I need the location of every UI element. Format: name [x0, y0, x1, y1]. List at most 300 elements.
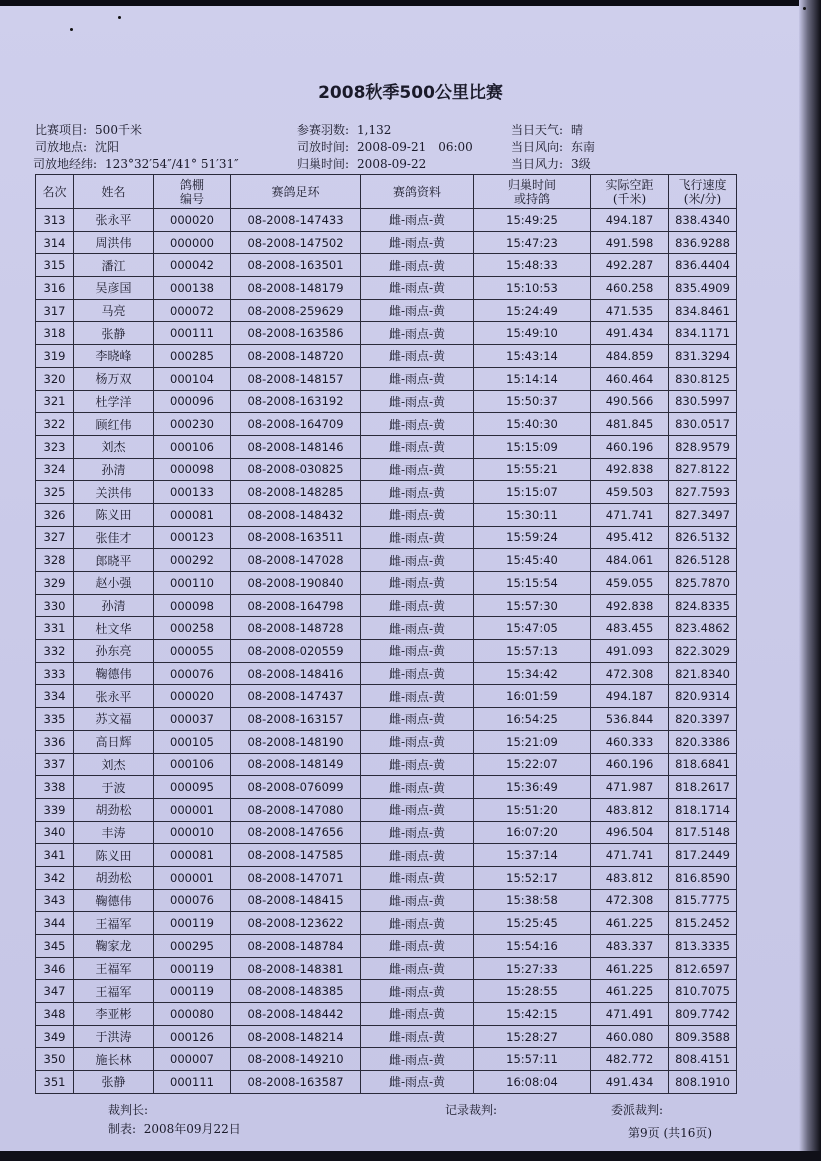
- info-coord-label: 司放地经纬:: [33, 157, 98, 171]
- cell-arrival: 15:50:37: [474, 390, 591, 413]
- cell-rank: 344: [36, 912, 74, 935]
- cell-arrival: 15:38:58: [474, 889, 591, 912]
- cell-speed: 830.0517: [669, 413, 737, 436]
- cell-name: 高日辉: [74, 730, 154, 753]
- cell-name: 杜学洋: [74, 390, 154, 413]
- cell-distance: 491.598: [591, 231, 669, 254]
- info-release-label: 司放时间:: [297, 140, 350, 154]
- results-table: [35, 174, 737, 1094]
- cell-rank: 340: [36, 821, 74, 844]
- cell-arrival: 16:01:59: [474, 685, 591, 708]
- cell-ring: 08-2008-148416: [231, 662, 361, 685]
- cell-name: 马亮: [74, 299, 154, 322]
- cell-ring: 08-2008-149210: [231, 1048, 361, 1071]
- recorder-label: 记录裁判:: [445, 1103, 498, 1117]
- cell-ring: 08-2008-163192: [231, 390, 361, 413]
- cell-name: 王福军: [74, 957, 154, 980]
- cell-ring: 08-2008-148285: [231, 481, 361, 504]
- cell-rank: 342: [36, 866, 74, 889]
- cell-loft-id: 000119: [154, 912, 231, 935]
- cell-loft-id: 000126: [154, 1025, 231, 1048]
- cell-speed: 835.4909: [669, 277, 737, 300]
- cell-bird-info: 雌-雨点-黄: [361, 980, 474, 1003]
- cell-ring: 08-2008-163586: [231, 322, 361, 345]
- info-coord-value: 123°32′54″/41° 51′31″: [105, 157, 239, 171]
- cell-rank: 346: [36, 957, 74, 980]
- table-row: [36, 753, 737, 776]
- cell-name: 孙东亮: [74, 640, 154, 663]
- cell-name: 刘杰: [74, 753, 154, 776]
- cell-distance: 495.412: [591, 526, 669, 549]
- cell-bird-info: 雌-雨点-黄: [361, 209, 474, 232]
- cell-arrival: 15:57:11: [474, 1048, 591, 1071]
- cell-bird-info: 雌-雨点-黄: [361, 1048, 474, 1071]
- table-row: [36, 912, 737, 935]
- cell-distance: 460.464: [591, 367, 669, 390]
- cell-distance: 484.859: [591, 345, 669, 368]
- cell-arrival: 16:07:20: [474, 821, 591, 844]
- cell-speed: 823.4862: [669, 617, 737, 640]
- cell-loft-id: 000119: [154, 957, 231, 980]
- delegate-label: 委派裁判:: [611, 1103, 664, 1117]
- info-place: [35, 138, 119, 155]
- cell-rank: 336: [36, 730, 74, 753]
- cell-distance: 491.434: [591, 1071, 669, 1094]
- cell-speed: 828.9579: [669, 435, 737, 458]
- cell-distance: 492.838: [591, 594, 669, 617]
- info-wind-force-label: 当日风力:: [511, 157, 564, 171]
- cell-bird-info: 雌-雨点-黄: [361, 640, 474, 663]
- cell-speed: 831.3294: [669, 345, 737, 368]
- cell-bird-info: 雌-雨点-黄: [361, 254, 474, 277]
- scan-edge-top: [0, 0, 821, 6]
- cell-bird-info: 雌-雨点-黄: [361, 231, 474, 254]
- cell-arrival: 15:49:25: [474, 209, 591, 232]
- cell-arrival: 15:43:14: [474, 345, 591, 368]
- cell-loft-id: 000133: [154, 481, 231, 504]
- table-row: [36, 503, 737, 526]
- column-header-speed: 飞行速度 (米/分): [669, 175, 737, 209]
- table-row: [36, 254, 737, 277]
- cell-rank: 337: [36, 753, 74, 776]
- cell-rank: 315: [36, 254, 74, 277]
- cell-distance: 492.287: [591, 254, 669, 277]
- cell-distance: 461.225: [591, 912, 669, 935]
- cell-arrival: 15:55:21: [474, 458, 591, 481]
- cell-speed: 815.2452: [669, 912, 737, 935]
- table-row: [36, 435, 737, 458]
- cell-rank: 324: [36, 458, 74, 481]
- cell-ring: 08-2008-147437: [231, 685, 361, 708]
- cell-loft-id: 000055: [154, 640, 231, 663]
- cell-speed: 820.3386: [669, 730, 737, 753]
- table-row: [36, 957, 737, 980]
- cell-bird-info: 雌-雨点-黄: [361, 390, 474, 413]
- cell-name: 鞠德伟: [74, 889, 154, 912]
- cell-name: 胡劲松: [74, 798, 154, 821]
- cell-rank: 333: [36, 662, 74, 685]
- cell-loft-id: 000104: [154, 367, 231, 390]
- cell-bird-info: 雌-雨点-黄: [361, 526, 474, 549]
- cell-arrival: 15:45:40: [474, 549, 591, 572]
- cell-bird-info: 雌-雨点-黄: [361, 299, 474, 322]
- cell-name: 于洪涛: [74, 1025, 154, 1048]
- cell-loft-id: 000105: [154, 730, 231, 753]
- cell-bird-info: 雌-雨点-黄: [361, 322, 474, 345]
- cell-bird-info: 雌-雨点-黄: [361, 1003, 474, 1026]
- cell-arrival: 15:30:11: [474, 503, 591, 526]
- table-row: [36, 685, 737, 708]
- cell-rank: 334: [36, 685, 74, 708]
- info-wind-dir: [511, 138, 595, 155]
- cell-distance: 461.225: [591, 980, 669, 1003]
- cell-rank: 349: [36, 1025, 74, 1048]
- cell-arrival: 15:24:49: [474, 299, 591, 322]
- info-weather-label: 当日天气:: [511, 123, 564, 137]
- cell-name: 胡劲松: [74, 866, 154, 889]
- cell-rank: 320: [36, 367, 74, 390]
- cell-ring: 08-2008-163501: [231, 254, 361, 277]
- info-place-value: 沈阳: [95, 140, 120, 154]
- cell-speed: 812.6597: [669, 957, 737, 980]
- table-row: [36, 322, 737, 345]
- cell-name: 张永平: [74, 209, 154, 232]
- table-row: [36, 935, 737, 958]
- cell-name: 张佳才: [74, 526, 154, 549]
- cell-ring: 08-2008-148442: [231, 1003, 361, 1026]
- table-row: [36, 866, 737, 889]
- cell-speed: 813.3335: [669, 935, 737, 958]
- table-row: [36, 299, 737, 322]
- cell-bird-info: 雌-雨点-黄: [361, 1071, 474, 1094]
- cell-arrival: 15:48:33: [474, 254, 591, 277]
- cell-loft-id: 000020: [154, 685, 231, 708]
- cell-rank: 322: [36, 413, 74, 436]
- page-title: 2008秋季500公里比赛: [318, 83, 503, 103]
- cell-loft-id: 000111: [154, 322, 231, 345]
- cell-distance: 494.187: [591, 685, 669, 708]
- cell-speed: 816.8590: [669, 866, 737, 889]
- table-row: [36, 617, 737, 640]
- cell-name: 顾红伟: [74, 413, 154, 436]
- cell-ring: 08-2008-148179: [231, 277, 361, 300]
- info-count: [297, 121, 391, 138]
- cell-speed: 808.4151: [669, 1048, 737, 1071]
- cell-name: 孙清: [74, 594, 154, 617]
- cell-distance: 471.741: [591, 503, 669, 526]
- cell-loft-id: 000042: [154, 254, 231, 277]
- cell-arrival: 15:47:05: [474, 617, 591, 640]
- cell-loft-id: 000037: [154, 708, 231, 731]
- cell-bird-info: 雌-雨点-黄: [361, 503, 474, 526]
- cell-rank: 343: [36, 889, 74, 912]
- cell-arrival: 15:36:49: [474, 776, 591, 799]
- cell-speed: 826.5128: [669, 549, 737, 572]
- cell-name: 于波: [74, 776, 154, 799]
- info-project-label: 比赛项目:: [35, 123, 88, 137]
- cell-rank: 331: [36, 617, 74, 640]
- cell-name: 张静: [74, 1071, 154, 1094]
- cell-ring: 08-2008-259629: [231, 299, 361, 322]
- cell-name: 杨万双: [74, 367, 154, 390]
- table-row: [36, 1025, 737, 1048]
- cell-name: 刘杰: [74, 435, 154, 458]
- scan-speck: [70, 28, 73, 31]
- cell-distance: 471.491: [591, 1003, 669, 1026]
- cell-name: 孙清: [74, 458, 154, 481]
- cell-name: 鞠德伟: [74, 662, 154, 685]
- cell-loft-id: 000001: [154, 798, 231, 821]
- column-header-bird-info: 赛鸽资料: [361, 175, 474, 209]
- cell-name: 郎晓平: [74, 549, 154, 572]
- cell-rank: 345: [36, 935, 74, 958]
- cell-arrival: 15:10:53: [474, 277, 591, 300]
- cell-loft-id: 000123: [154, 526, 231, 549]
- cell-speed: 834.8461: [669, 299, 737, 322]
- cell-loft-id: 000106: [154, 753, 231, 776]
- cell-bird-info: 雌-雨点-黄: [361, 413, 474, 436]
- cell-ring: 08-2008-148728: [231, 617, 361, 640]
- info-project: [35, 121, 142, 138]
- cell-distance: 483.337: [591, 935, 669, 958]
- cell-loft-id: 000096: [154, 390, 231, 413]
- cell-rank: 329: [36, 572, 74, 595]
- info-wind-force-value: 3级: [571, 157, 591, 171]
- cell-name: 张静: [74, 322, 154, 345]
- cell-speed: 830.8125: [669, 367, 737, 390]
- cell-loft-id: 000076: [154, 889, 231, 912]
- cell-rank: 317: [36, 299, 74, 322]
- table-row: [36, 594, 737, 617]
- cell-bird-info: 雌-雨点-黄: [361, 844, 474, 867]
- cell-speed: 827.7593: [669, 481, 737, 504]
- cell-arrival: 15:14:14: [474, 367, 591, 390]
- cell-arrival: 15:27:33: [474, 957, 591, 980]
- cell-distance: 492.838: [591, 458, 669, 481]
- cell-ring: 08-2008-147080: [231, 798, 361, 821]
- cell-arrival: 15:42:15: [474, 1003, 591, 1026]
- cell-name: 鞠家龙: [74, 935, 154, 958]
- cell-distance: 483.812: [591, 798, 669, 821]
- cell-ring: 08-2008-164798: [231, 594, 361, 617]
- cell-loft-id: 000295: [154, 935, 231, 958]
- cell-arrival: 15:57:13: [474, 640, 591, 663]
- cell-speed: 836.9288: [669, 231, 737, 254]
- cell-speed: 817.5148: [669, 821, 737, 844]
- cell-loft-id: 000111: [154, 1071, 231, 1094]
- cell-bird-info: 雌-雨点-黄: [361, 685, 474, 708]
- cell-arrival: 15:15:09: [474, 435, 591, 458]
- cell-arrival: 15:21:09: [474, 730, 591, 753]
- scan-edge-bottom: [0, 1151, 821, 1161]
- scan-speck: [118, 16, 121, 19]
- cell-name: 王福军: [74, 912, 154, 935]
- table-row: [36, 526, 737, 549]
- cell-loft-id: 000119: [154, 980, 231, 1003]
- info-return-value: 2008-09-22: [357, 157, 427, 171]
- made-date: 2008年09月22日: [143, 1122, 241, 1136]
- cell-distance: 490.566: [591, 390, 669, 413]
- column-header-ring: 赛鸽足环: [231, 175, 361, 209]
- cell-name: 周洪伟: [74, 231, 154, 254]
- cell-speed: 838.4340: [669, 209, 737, 232]
- info-return: [297, 155, 426, 172]
- cell-ring: 08-2008-147656: [231, 821, 361, 844]
- cell-arrival: 15:37:14: [474, 844, 591, 867]
- table-row: [36, 730, 737, 753]
- cell-bird-info: 雌-雨点-黄: [361, 866, 474, 889]
- cell-rank: 339: [36, 798, 74, 821]
- cell-name: 赵小强: [74, 572, 154, 595]
- cell-speed: 836.4404: [669, 254, 737, 277]
- cell-rank: 325: [36, 481, 74, 504]
- cell-distance: 471.987: [591, 776, 669, 799]
- cell-rank: 351: [36, 1071, 74, 1094]
- cell-ring: 08-2008-148157: [231, 367, 361, 390]
- cell-rank: 323: [36, 435, 74, 458]
- table-row: [36, 798, 737, 821]
- page-number: 第9页 (共16页): [628, 1126, 713, 1140]
- cell-name: 陈义田: [74, 503, 154, 526]
- cell-distance: 472.308: [591, 889, 669, 912]
- cell-ring: 08-2008-148385: [231, 980, 361, 1003]
- table-row: [36, 367, 737, 390]
- cell-speed: 824.8335: [669, 594, 737, 617]
- cell-speed: 820.9314: [669, 685, 737, 708]
- cell-name: 王福军: [74, 980, 154, 1003]
- cell-ring: 08-2008-076099: [231, 776, 361, 799]
- cell-bird-info: 雌-雨点-黄: [361, 889, 474, 912]
- table-row: [36, 662, 737, 685]
- table-row: [36, 572, 737, 595]
- cell-speed: 818.1714: [669, 798, 737, 821]
- cell-speed: 827.3497: [669, 503, 737, 526]
- cell-ring: 08-2008-148214: [231, 1025, 361, 1048]
- cell-loft-id: 000230: [154, 413, 231, 436]
- cell-bird-info: 雌-雨点-黄: [361, 549, 474, 572]
- cell-rank: 326: [36, 503, 74, 526]
- cell-bird-info: 雌-雨点-黄: [361, 435, 474, 458]
- info-coord: [33, 155, 239, 172]
- cell-loft-id: 000010: [154, 821, 231, 844]
- cell-bird-info: 雌-雨点-黄: [361, 458, 474, 481]
- cell-ring: 08-2008-148432: [231, 503, 361, 526]
- cell-rank: 348: [36, 1003, 74, 1026]
- cell-bird-info: 雌-雨点-黄: [361, 1025, 474, 1048]
- table-row: [36, 889, 737, 912]
- table-row: [36, 640, 737, 663]
- cell-name: 李晓峰: [74, 345, 154, 368]
- cell-speed: 827.8122: [669, 458, 737, 481]
- cell-bird-info: 雌-雨点-黄: [361, 821, 474, 844]
- info-project-value: 500千米: [95, 123, 142, 137]
- cell-distance: 472.308: [591, 662, 669, 685]
- info-release-value: 2008-09-21 06:00: [357, 140, 473, 154]
- cell-ring: 08-2008-148146: [231, 435, 361, 458]
- cell-ring: 08-2008-148720: [231, 345, 361, 368]
- cell-ring: 08-2008-147433: [231, 209, 361, 232]
- cell-bird-info: 雌-雨点-黄: [361, 617, 474, 640]
- cell-ring: 08-2008-147071: [231, 866, 361, 889]
- cell-rank: 328: [36, 549, 74, 572]
- cell-ring: 08-2008-190840: [231, 572, 361, 595]
- cell-distance: 461.225: [591, 957, 669, 980]
- cell-arrival: 15:25:45: [474, 912, 591, 935]
- column-header-rank: 名次: [36, 175, 74, 209]
- cell-loft-id: 000138: [154, 277, 231, 300]
- scan-speck: [803, 7, 806, 10]
- cell-speed: 821.8340: [669, 662, 737, 685]
- info-count-value: 1,132: [357, 123, 392, 137]
- cell-ring: 08-2008-163587: [231, 1071, 361, 1094]
- cell-arrival: 15:51:20: [474, 798, 591, 821]
- column-header-arrival: 归巢时间 或持鸽: [474, 175, 591, 209]
- table-row: [36, 821, 737, 844]
- table-row: [36, 277, 737, 300]
- scan-edge-right: [799, 0, 821, 1161]
- cell-name: 吴彦国: [74, 277, 154, 300]
- cell-name: 施长林: [74, 1048, 154, 1071]
- cell-rank: 338: [36, 776, 74, 799]
- table-row: [36, 549, 737, 572]
- cell-distance: 460.258: [591, 277, 669, 300]
- cell-distance: 460.196: [591, 435, 669, 458]
- cell-arrival: 15:40:30: [474, 413, 591, 436]
- cell-speed: 822.3029: [669, 640, 737, 663]
- cell-loft-id: 000095: [154, 776, 231, 799]
- cell-rank: 330: [36, 594, 74, 617]
- cell-rank: 341: [36, 844, 74, 867]
- cell-ring: 08-2008-164709: [231, 413, 361, 436]
- cell-bird-info: 雌-雨点-黄: [361, 935, 474, 958]
- cell-bird-info: 雌-雨点-黄: [361, 912, 474, 935]
- info-count-label: 参赛羽数:: [297, 123, 350, 137]
- cell-loft-id: 000081: [154, 844, 231, 867]
- cell-distance: 483.455: [591, 617, 669, 640]
- cell-loft-id: 000080: [154, 1003, 231, 1026]
- made-label: 制表:: [108, 1122, 137, 1136]
- cell-loft-id: 000007: [154, 1048, 231, 1071]
- made-by: [108, 1120, 241, 1137]
- table-row: [36, 1048, 737, 1071]
- cell-arrival: 15:34:42: [474, 662, 591, 685]
- cell-bird-info: 雌-雨点-黄: [361, 798, 474, 821]
- cell-arrival: 15:49:10: [474, 322, 591, 345]
- cell-speed: 817.2449: [669, 844, 737, 867]
- cell-speed: 810.7075: [669, 980, 737, 1003]
- cell-arrival: 15:15:07: [474, 481, 591, 504]
- cell-rank: 313: [36, 209, 74, 232]
- cell-arrival: 15:15:54: [474, 572, 591, 595]
- table-row: [36, 980, 737, 1003]
- cell-arrival: 16:54:25: [474, 708, 591, 731]
- cell-distance: 460.080: [591, 1025, 669, 1048]
- cell-bird-info: 雌-雨点-黄: [361, 776, 474, 799]
- cell-name: 苏文福: [74, 708, 154, 731]
- table-row: [36, 458, 737, 481]
- cell-loft-id: 000285: [154, 345, 231, 368]
- table-row: [36, 1071, 737, 1094]
- cell-ring: 08-2008-148415: [231, 889, 361, 912]
- cell-distance: 494.187: [591, 209, 669, 232]
- cell-loft-id: 000000: [154, 231, 231, 254]
- column-header-loft-id: 鸽棚 编号: [154, 175, 231, 209]
- cell-ring: 08-2008-147585: [231, 844, 361, 867]
- info-release: [297, 138, 473, 155]
- cell-rank: 318: [36, 322, 74, 345]
- cell-speed: 809.3588: [669, 1025, 737, 1048]
- cell-rank: 335: [36, 708, 74, 731]
